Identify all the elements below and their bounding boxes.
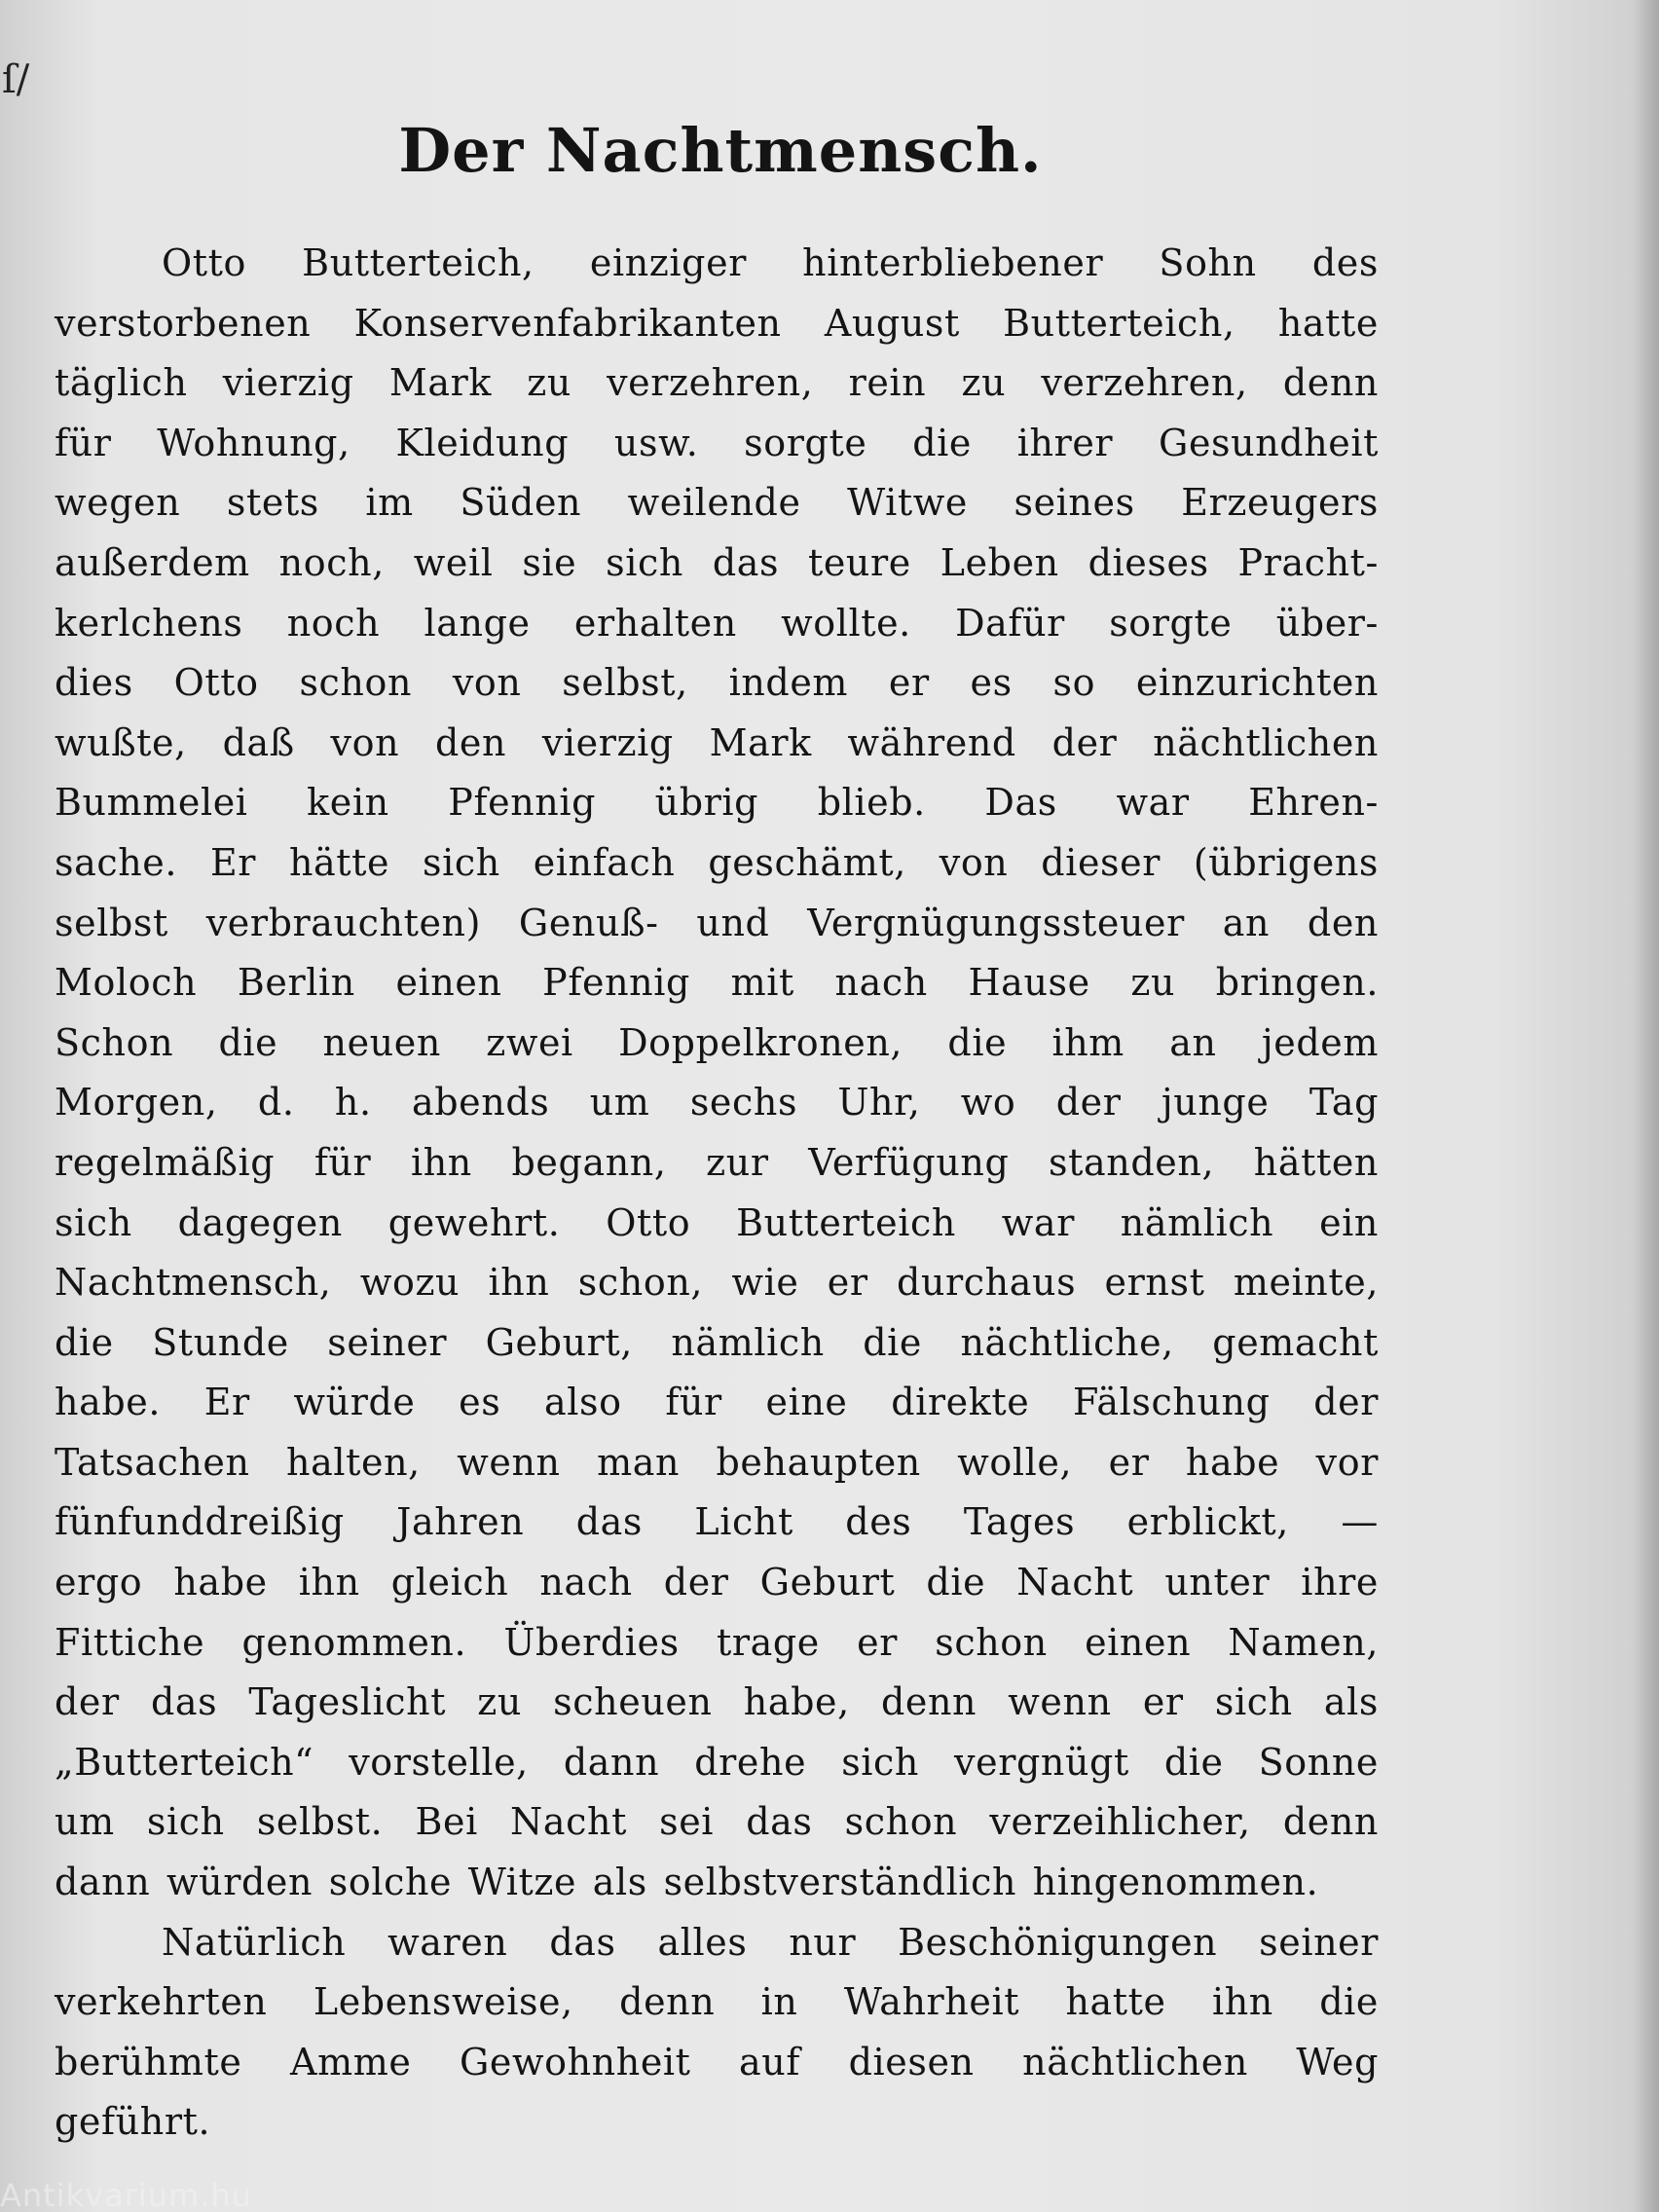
- watermark: Antikvarium.hu: [0, 2177, 252, 2212]
- text-line: die Stunde seiner Geburt, nämlich die nächtliche, gemacht: [55, 1320, 1379, 1364]
- text-line: dann würden solche Witze als selbstverständlich hingenommen.: [55, 1861, 1319, 1904]
- text-line: außerdem noch, weil sie sich das teure Leben dieses Pracht-: [55, 540, 1379, 584]
- text-line: wußte, daß von den vierzig Mark während der nächtlichen: [55, 720, 1379, 764]
- text-line: Nachtmensch, wozu ihn schon, wie er durchaus ernst meinte,: [55, 1261, 1379, 1305]
- page-gutter-shadow: [1632, 0, 1659, 2212]
- text-line: Morgen, d. h. abends um sechs Uhr, wo der junge Tag: [55, 1081, 1379, 1124]
- text-line: verkehrten Lebensweise, denn in Wahrheit hatte ihn die: [55, 1980, 1379, 2024]
- text-line: kerlchens noch lange erhalten wollte. Dafür sorgte über-: [55, 601, 1379, 645]
- body-text: [55, 234, 1379, 2144]
- text-line: berühmte Amme Gewohnheit auf diesen nächtlichen Weg: [55, 2040, 1379, 2083]
- text-line: Fittiche genommen. Überdies trage er schon einen Namen,: [55, 1620, 1379, 1664]
- text-line: Tatsachen halten, wenn man behaupten wolle, er habe vor: [55, 1440, 1379, 1484]
- text-line: habe. Er würde es also für eine direkte Fälschung der: [55, 1381, 1379, 1424]
- text-line: selbst verbrauchten) Genuß- und Vergnügungssteuer an den: [55, 901, 1379, 944]
- text-line: Bummelei kein Pfennig übrig blieb. Das war Ehren-: [55, 781, 1379, 825]
- text-line: wegen stets im Süden weilende Witwe seines Erzeugers: [55, 481, 1379, 525]
- chapter-title: Der Nachtmensch.: [398, 115, 1043, 186]
- text-line: „Butterteich“ vorstelle, dann drehe sich vergnügt die Sonne: [55, 1740, 1379, 1784]
- text-line: Natürlich waren das alles nur Beschönigungen seiner: [162, 1920, 1379, 1964]
- text-line: sich dagegen gewehrt. Otto Butterteich war nämlich ein: [55, 1200, 1379, 1244]
- text-line: Moloch Berlin einen Pfennig mit nach Hause zu bringen.: [55, 961, 1379, 1005]
- margin-mark: ſ/: [2, 57, 30, 102]
- text-line: regelmäßig für ihn begann, zur Verfügung standen, hätten: [55, 1140, 1379, 1184]
- text-line: geführt.: [55, 2100, 211, 2144]
- text-line: um sich selbst. Bei Nacht sei das schon verzeihlicher, denn: [55, 1800, 1379, 1844]
- text-line: für Wohnung, Kleidung usw. sorgte die ihrer Gesundheit: [55, 421, 1379, 464]
- text-line: Schon die neuen zwei Doppelkronen, die ihm an jedem: [55, 1020, 1379, 1064]
- text-line: Otto Butterteich, einziger hinterbliebener Sohn des: [162, 241, 1379, 284]
- text-line: verstorbenen Konservenfabrikanten August Butterteich, hatte: [55, 301, 1379, 345]
- text-line: sache. Er hätte sich einfach geschämt, von dieser (übrigens: [55, 840, 1379, 884]
- text-line: der das Tageslicht zu scheuen habe, denn wenn er sich als: [55, 1680, 1379, 1724]
- text-line: ergo habe ihn gleich nach der Geburt die Nacht unter ihre: [55, 1561, 1379, 1604]
- text-line: fünfunddreißig Jahren das Licht des Tages erblickt, —: [55, 1500, 1379, 1544]
- text-line: täglich vierzig Mark zu verzehren, rein zu verzehren, denn: [55, 361, 1379, 405]
- text-line: dies Otto schon von selbst, indem er es so einzurichten: [55, 661, 1379, 705]
